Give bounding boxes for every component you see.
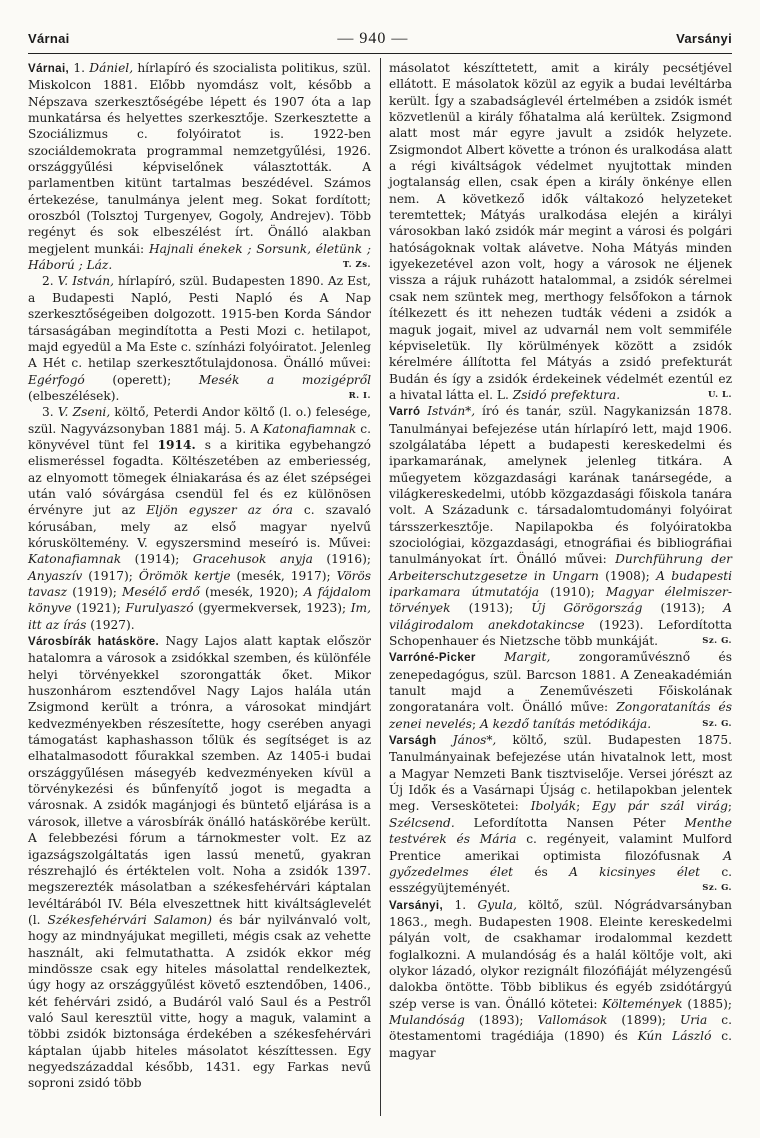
author-signature: Sz. G. — [702, 636, 732, 647]
entry-name: Margit, — [504, 650, 551, 665]
header-rule — [28, 53, 732, 54]
author-signature: Sz. G. — [702, 883, 732, 894]
right-column — [389, 60, 732, 1061]
entry-varrone-picker-margit: Varróné-Picker Margit, zongoraművésznő és zenepedagógus, szül. Barcson 1881. A Zeneakadémián tanult majd a Zeneművészeti Főiskolának zongoratanára volt. Önálló műve: Zongoratanítás és zenei nevelés; A kezdő tanítás metódikája. Sz. G. — [389, 650, 733, 731]
left-column — [28, 60, 371, 1092]
entry-varro-istvan: Varró István*, író és tanár, szül. Nagykanizsán 1878. Tanulmányai befejezése után hírlapíró lett, majd 1906. szolgálatába lépett a budapesti kereskedelmi és iparkamarának, amelynek jelenleg titkára. A műegyetem közgazdasági karának tanársegéde, a világkereskedelmi, utóbb közgazdasági főiskola tanára volt. A Századunk c. társadalomtudományi folyóirat társszerkesztője. Napilapokba és folyóiratokba szociológiai, közgazdasági, etnográfiai és bibliográfiai tanulmányokat írt. Önálló művei: Durchführung der Arbeiterschutzgesetze in Ungarn (1908); A budapesti iparkamara útmutatója (1910); Magyar élelmiszer-törvények (1913); Új Görögország (1913); A világirodalom anekdotakincse (1923). Lefordította Schopenhauer és Nietzsche több munkáját. Sz. G. — [389, 404, 733, 649]
entry-varosbirak-continued: másolatot készíttetett, amit a király pecsétjével ellátott. E másolatok közül az egyik a budai levéltárba került. Így a szabadságlevél értelmében a zsidók ismét közvetlenül a király főhatalma alá kerültek. Zsigmond alatt most már egyre javult a zsidók helyzete. Zsigmondot Albert követte a trónon és uralkodása alatt a régi kiváltságok védelmet nyujtottak minden jogtalanság ellen, csak épen a király önkénye ellen nem. A következő idők váltakozó helyzeteket teremtettek; Mátyás uralkodása elején a királyi városokban lakó zsidók már megint a városi és polgári hatóságoknak voltak alávetve. Noha Mátyás minden igyekezetével azon volt, hogy a városok ne éljenek vissza a rájuk ruházott hatalommal, a zsidók sérelmei csak nem szüntek meg, merthogy felsőfokon a tárnok ítélkezett és itt nehezen tudták védeni a zsidók a maguk jogait, mivel az udvarnál nem volt semmiféle képviseletük. Ily körülmények között a zsidók kérelmére állította fel Mátyás a zsidó prefekturát Budán és így a zsidók érdekeinek védelmét ezentúl ez a hivatal látta el. L. Zsidó prefektura. U. L. — [389, 61, 732, 402]
cross-reference: Zsidó prefektura. — [512, 387, 621, 402]
entry-headword: Varságh — [389, 735, 437, 748]
header-left-headword: Várnai — [28, 31, 70, 46]
author-signature: T. Zs. — [342, 260, 371, 271]
entry-varnai-daniel: Várnai, 1. Dániel, hírlapíró és szocialista politikus, szül. Miskolcon 1881. Előbb nyomdász volt, később a Népszava szerkesztőségébe lépett és 1907 óta a lap munkatársa és helyettes szerkesztője. Szerkesztette a Szociálizmus c. folyóiratot is. 1922-ben szociáldemokrata programmal nemzetgyűlési, 1926. országgyűlési képviselőnek választották. A parlamentben kitünt tartalmas beszédével. Számos értekezése, tanulmánya jelent meg. Sokat fordított; oroszból (Tolsztoj Turgenyev, Gogoly, Andrejev). Több regényt és sok elbeszélést írt. Önálló alakban megjelent munkái: Hajnali énekek ; Sorsunk, életünk ; Háború ; Láz. T. Zs. — [28, 61, 372, 273]
entry-headword: Városbírák hatásköre. — [28, 636, 160, 649]
entry-varnai-zseni: 3. V. Zseni, költő, Peterdi Andor költő (l. o.) felesége, szül. Nagyvázsonyban 1881 máj. 5. A Katonafiamnak c. könyvével tünt fel 1914. s a kiritika egybehangzó elismeréssel fogadta. Költészetében az emberiesség, az elnyomott tömegek élniakarása és az élet szépségei után való sóvárgása csendül fel és ez különösen érvényre jut az Eljön egyszer az óra c. szavaló kórusában, mely az első magyar nyelvű kórusköltemény. V. egyszersmind meseíró is. Művei: Katonafiamnak (1914); Gracehusok anyja (1916); Anyaszív (1917); Örömök kertje (mesék, 1917); Vörös tavasz (1919); Mesélő erdő (mesék, 1920); A fájdalom könyve (1921); Furulyaszó (gyermekversek, 1923); Im, itt az írás (1927). — [28, 405, 371, 632]
author-signature: U. L. — [708, 389, 732, 400]
author-signature: Sz. G. — [702, 718, 732, 729]
entry-name: János*, — [452, 733, 497, 748]
entry-name: V. István, — [57, 274, 115, 289]
entry-name: Gyula, — [477, 897, 517, 912]
entry-varsanyi-gyula: Varsányi, 1. Gyula, költő, szül. Nógrádvarsányban 1863., megh. Budapesten 1908. Eleinte kereskedelmi pályán volt, de csakhamar irodalommal kezdett foglalkozni. A mulandóság és a halál költője volt, aki olykor lázadó, olykor rezignált filozófiáját mélyzengésű dalokba öntötte. Több biblikus és egyéb zsidótárgyú szép verse is van. Önálló kötetei: Költemények (1885); Mulandóság (1893); Vallomások (1899); Uria c. ötestamentomi tragédiája (1890) és Kún László c. magyar — [389, 897, 732, 1060]
entry-varsagh-janos: Varságh János*, költő, szül. Budapesten 1875. Tanulmányainak befejezése után hivatalnok lett, most a Magyar Nemzeti Bank tisztviselője. Versei jórészt az Új Idők és a Vasárnapi Újság c. hetilapokban jelentek meg. Verseskötetei: Ibolyák; Egy pár szál virág; Szélcsend. Lefordította Nansen Péter Menthe testvérek és Mária c. regényeit, valamint Mulford Prentice amerikai optimista filozófusnak A győzedelmes élet és A kicsinyes élet c. esszégyüjteményét. Sz. G. — [389, 733, 733, 896]
entry-varosbirak-hataskore: Városbírák hatásköre. Nagy Lajos alatt kaptak először hatalomra a városok a zsidókkal szemben, és különféle helyi törvényekkel szorongatták őket. Mikor huszonhárom esztendővel Nagy Lajos halála után Zsigmond került a trónra, a városokat mindjárt kedvezményekben részesítette, hogy cserében anyagi támogatást kaphashasson tőlük és segítséget is az elhatalmasodott főurakkal szemben. Az 1405-i budai országgyűlésen másegyéb kedvezményeken kívül a törvénykezési és bűnfenyítő jogot is megadta a városnak. A zsidók magánjogi és büntető eljárása is a városok, illetve a városbírák önálló hatáskörébe került. A felebbezési fórum a tárnokmester volt. Ez az igazságszolgáltatás igen lassú menetű, gyakran részrehajló és értéktelen volt. Noha a zsidók 1397. megszerezték másolatban a székesfehérvári káptalan levéltárából IV. Béla elveszettnek hitt kiváltságlevelét (l. Székesfehérvári Salamon) és bár nyilvánvaló volt, hogy az mindnyájukat megilleti, mégis csak az vehette használt, aki felmutathatta. A zsidók ekkor még mindössze csak egy hiteles másolattal rendelkeztek, úgy hogy az országgyűlést követő esztendőben, 1406., két fehérvári zsidó, a Budáról való Saul és a Pestről való Saul keresztül vitte, hogy a maguk, valamint a többi zsidók biztonsága érdekében a székesfehérvári káptalan újabb hiteles másolatot készíttessen. Egy negyedszázaddal később, 1431. egy Farkas nevű soproni zsidó több — [28, 634, 371, 1091]
entry-works: Hajnali énekek ; Sorsunk, életünk ; Háború ; Láz. — [28, 241, 372, 273]
entry-varnai-istvan: 2. V. István, hírlapíró, szül. Budapesten 1890. Az Est, a Budapesti Napló, Pesti Napló és A Nap szerkesztőségeiben dolgozott. 1915-ben Korda Sándor társaságában megindította a Pesti Mozi c. hetilapot, majd egyedül a Ma Este c. színházi folyóiratot. Jelenleg A Hét c. hetilap szerkesztőtulajdonosa. Önálló művei: Egérfogó (operett); Mesék a mozigépről (elbeszélések). R. I. — [28, 274, 371, 403]
entry-name: Dániel, — [89, 61, 134, 75]
author-signature: R. I. — [348, 390, 371, 401]
entry-name: István*, — [427, 404, 476, 419]
header-right-headword: Varsányi — [676, 31, 732, 46]
entry-headword: Várnai, — [28, 63, 70, 75]
entry-name: V. Zseni, — [57, 405, 111, 420]
column-divider — [380, 58, 381, 1116]
entry-headword: Varró — [389, 406, 421, 419]
page-number: — 940 — — [337, 30, 409, 47]
entry-headword: Varsányi, — [389, 899, 444, 912]
entry-headword: Varróné-Picker — [389, 652, 476, 665]
page-header — [28, 30, 732, 52]
